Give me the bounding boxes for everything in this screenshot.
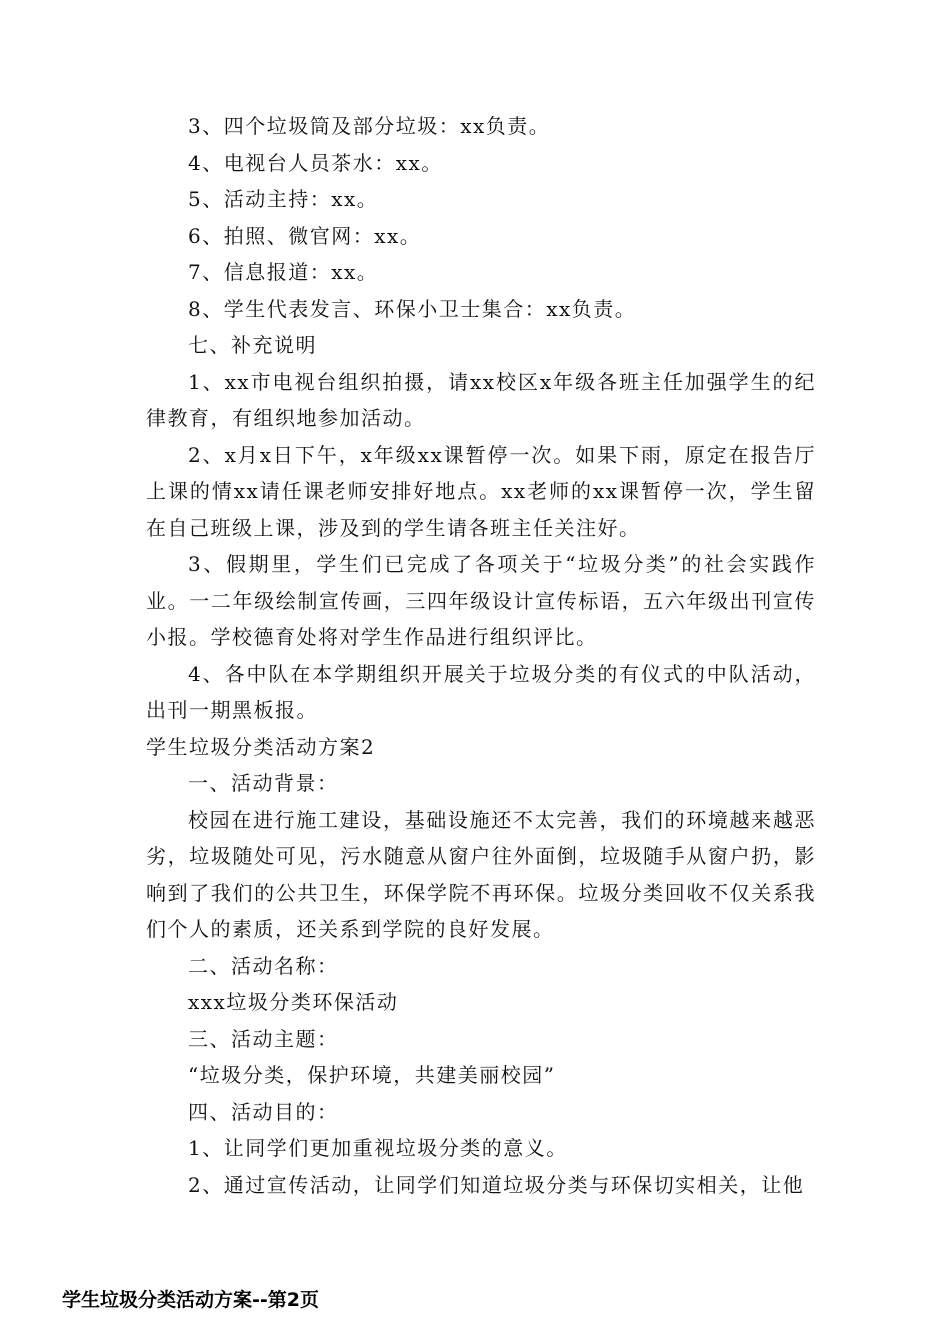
paragraph: 1、xx市电视台组织拍摄，请xx校区x年级各班主任加强学生的纪律教育，有组织地参加活动。 (146, 369, 816, 430)
list-item: 2、通过宣传活动，让同学们知道垃圾分类与环保切实相关，让他 (188, 1172, 805, 1197)
list-item: 6、拍照、微官网：xx。 (188, 223, 422, 248)
paragraph: “垃圾分类，保护环境，共建美丽校园” (188, 1063, 556, 1087)
section-heading: 三、活动主题： (188, 1026, 339, 1051)
list-item: 5、活动主持：xx。 (188, 187, 379, 211)
section-heading: 二、活动名称： (188, 953, 339, 978)
list-item: 7、信息报道：xx。 (188, 260, 379, 284)
paragraph: 3、假期里，学生们已完成了各项关于“垃圾分类”的社会实践作业。一二年级绘制宣传画，三四年级设计宣传标语，五六年级出刊宣传小报。学校德育处将对学生作品进行组织评比。 (146, 552, 816, 649)
section-heading: 四、活动目的： (188, 1099, 339, 1124)
paragraph: 校园在进行施工建设，基础设施还不太完善，我们的环境越来越恶劣，垃圾随处可见，污水随意从窗户往外面倒，垃圾随手从窗户扔，影响到了我们的公共卫生，环保学院不再环保。垃圾分类回收不仅关系我们个人的素质，还关系到学院的良好发展。 (146, 807, 816, 941)
document-body (146, 108, 816, 1203)
paragraph: xxx垃圾分类环保活动 (188, 990, 399, 1014)
section-title: 学生垃圾分类活动方案2 (146, 734, 376, 759)
page-footer: 学生垃圾分类活动方案--第2页 (62, 1289, 319, 1311)
section-heading: 一、活动背景： (188, 771, 339, 795)
list-item: 8、学生代表发言、环保小卫士集合：xx负责。 (188, 296, 637, 321)
paragraph: 2、x月x日下午，x年级xx课暂停一次。如果下雨，原定在报告厅上课的情xx请任课老师安排好地点。xx老师的xx课暂停一次，学生留在自己班级上课，涉及到的学生请各班主任关注好。 (146, 442, 816, 540)
paragraph: 4、各中队在本学期组织开展关于垃圾分类的有仪式的中队活动，出刊一期黑板报。 (146, 661, 816, 722)
list-item: 3、四个垃圾筒及部分垃圾：xx负责。 (188, 114, 551, 138)
section-heading: 七、补充说明 (188, 333, 317, 357)
list-item: 4、电视台人员茶水：xx。 (188, 150, 443, 175)
list-item: 1、让同学们更加重视垃圾分类的意义。 (188, 1136, 568, 1160)
